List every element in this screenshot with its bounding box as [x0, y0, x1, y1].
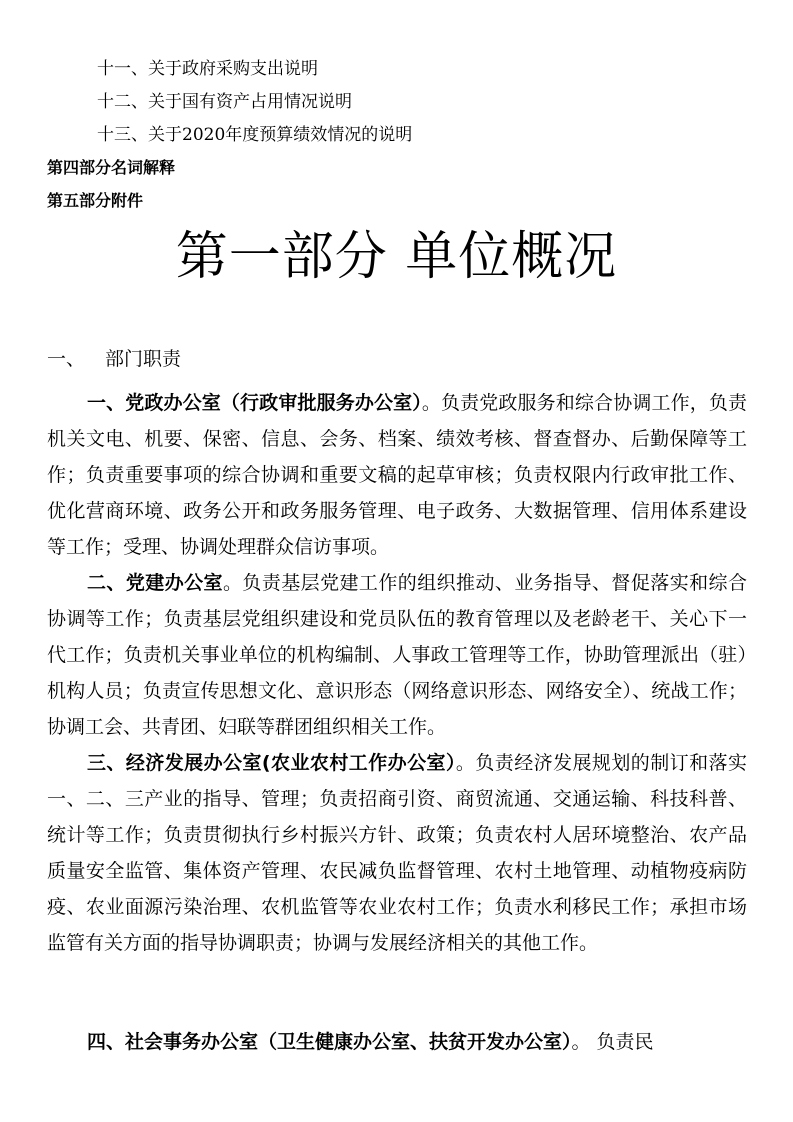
paragraph-lead: 一、党政办公室（行政审批服务办公室）	[87, 392, 422, 414]
page-title: 第一部分 单位概况	[175, 227, 618, 287]
paragraph-party-office	[47, 385, 747, 565]
paragraph-economic-office	[47, 745, 747, 961]
paragraph-party-building-office	[47, 565, 747, 745]
section-title: 部门职责	[105, 348, 182, 370]
toc-item-12: 十二、关于国有资产占用情况说明	[97, 92, 352, 112]
paragraph-body: 。 负责民	[571, 1031, 654, 1053]
paragraph-lead: 三、经济发展办公室(农业农村工作办公室）	[87, 752, 456, 774]
paragraph-lead: 四、社会事务办公室（卫生健康办公室、扶贫开发办公室）	[87, 1031, 572, 1053]
paragraph-lead: 二、党建办公室	[87, 572, 223, 594]
paragraph-body: 。负责经济发展规划的制订和落实一、二、三产业的指导、管理；负责招商引资、商贸流通、交通运输、科技科普、统计等工作；负责贯彻执行乡村振兴方针、政策；负责农村人居环境整治、农产品质量安全监管、集体资产管理、农民减负监督管理、农村土地管理、动植物疫病防疫、农业面源污染治理、农机监管等农业农村工作；负责水利移民工作；承担市场监管有关方面的指导协调职责；协调与发展经济相关的其他工作。	[47, 752, 747, 954]
paragraph-body: 。负责基层党建工作的组织推动、业务指导、督促落实和综合协调等工作；负责基层党组织建设和党员队伍的教育管理以及老龄老干、关心下一代工作；负责机关事业单位的机构编制、人事政工管理等工作，协助管理派出（驻）机构人员；负责宣传思想文化、意识形态（网络意识形态、网络安全）、统战工作；协调工会、共青团、妇联等群团组织相关工作。	[47, 572, 747, 738]
toc-part-5: 第五部分附件	[47, 191, 144, 210]
toc-item-11: 十一、关于政府采购支出说明	[97, 59, 318, 79]
paragraph-social-affairs-office	[47, 1024, 747, 1060]
section-number: 一、	[47, 348, 86, 370]
toc-part-4: 第四部分名词解释	[47, 158, 176, 177]
toc-item-13: 十三、关于2020年度预算绩效情况的说明	[97, 125, 413, 145]
paragraph-body: 。负责党政服务和综合协调工作，负责机关文电、机要、保密、信息、会务、档案、绩效考核、督查督办、后勤保障等工作；负责重要事项的综合协调和重要文稿的起草审核；负责权限内行政审批工作、优化营商环境、政务公开和政务服务管理、电子政务、大数据管理、信用体系建设等工作；受理、协调处理群众信访事项。	[47, 392, 747, 558]
section-heading	[47, 346, 181, 372]
